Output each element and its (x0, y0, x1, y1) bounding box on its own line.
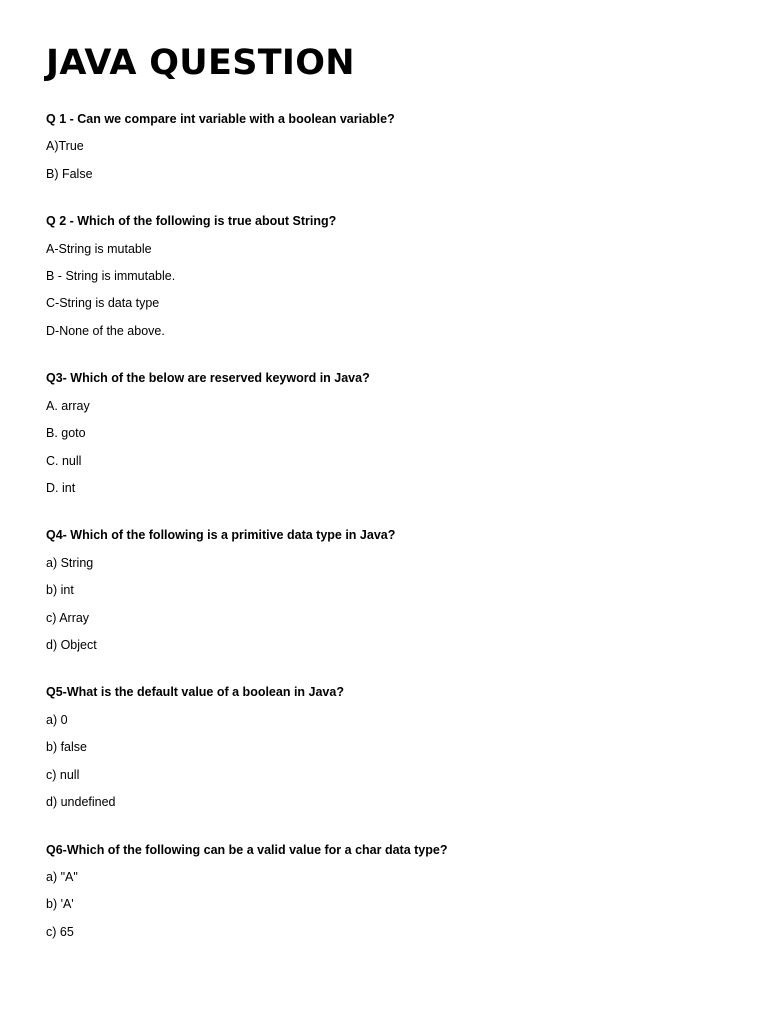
answer-option: A)True (46, 139, 84, 154)
question-1 (46, 109, 746, 184)
document-title: JAVA QUESTION (46, 43, 355, 83)
answer-option: c) 65 (46, 924, 74, 939)
answer-option: a) 0 (46, 712, 68, 727)
question-5 (46, 682, 746, 812)
question-2 (46, 211, 746, 341)
answer-option: C. null (46, 453, 82, 468)
question-text: Q5-What is the default value of a boolean in Java? (46, 685, 344, 700)
answer-option: b) 'A' (46, 897, 74, 912)
answer-option: D. int (46, 480, 76, 495)
answer-option: B - String is immutable. (46, 269, 176, 284)
answer-option: b) false (46, 740, 87, 755)
question-4 (46, 525, 746, 655)
answer-option: C-String is data type (46, 296, 160, 311)
answer-option: d) undefined (46, 795, 116, 810)
answer-option: B) False (46, 166, 93, 181)
question-text: Q 2 - Which of the following is true about String? (46, 214, 337, 229)
question-text: Q 1 - Can we compare int variable with a boolean variable? (46, 112, 395, 126)
answer-option: A-String is mutable (46, 241, 152, 256)
answer-option: a) String (46, 555, 94, 570)
question-6 (46, 840, 746, 942)
question-text: Q6-Which of the following can be a valid value for a char data type? (46, 842, 448, 857)
question-3 (46, 368, 746, 498)
question-text: Q3- Which of the below are reserved keyword in Java? (46, 371, 370, 386)
answer-option: a) "A" (46, 869, 78, 884)
answer-option: b) int (46, 583, 74, 598)
question-text: Q4- Which of the following is a primitive data type in Java? (46, 528, 396, 543)
answer-option: c) Array (46, 610, 90, 625)
answer-option: d) Object (46, 637, 97, 652)
answer-option: A. array (46, 398, 90, 413)
question-list (46, 109, 746, 969)
answer-option: B. goto (46, 426, 86, 441)
answer-option: D-None of the above. (46, 323, 165, 338)
answer-option: c) null (46, 767, 80, 782)
